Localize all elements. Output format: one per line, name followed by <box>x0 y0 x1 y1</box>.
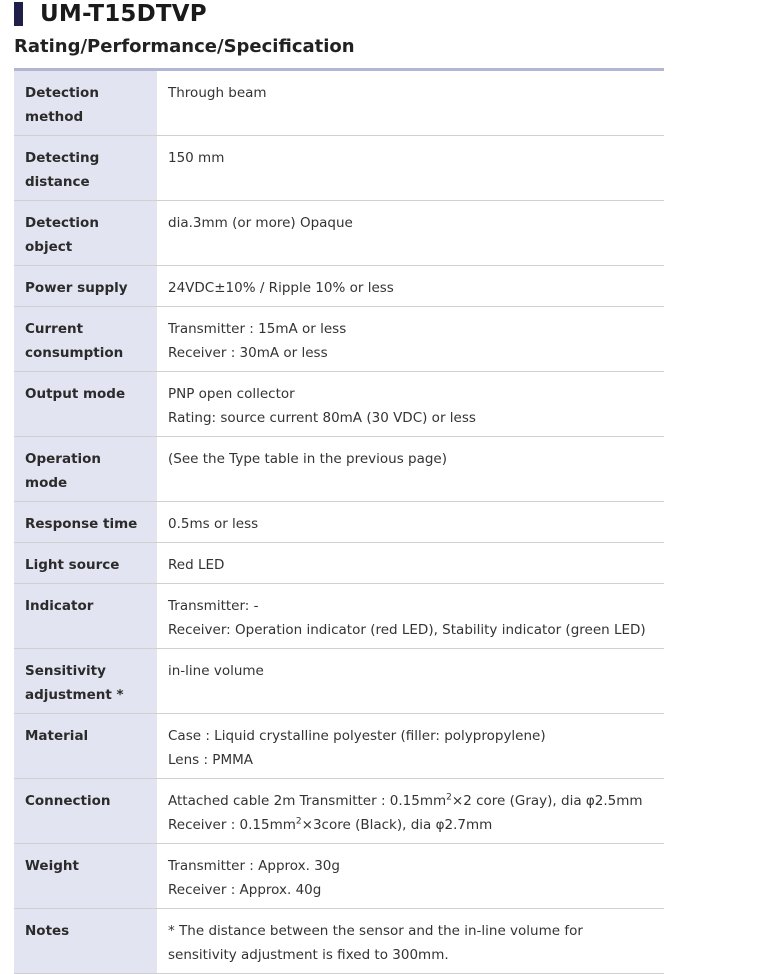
spec-label: Material <box>14 714 157 779</box>
spec-row <box>14 584 664 649</box>
spec-value <box>157 909 664 974</box>
spec-value-line: Through beam <box>168 85 267 101</box>
spec-label: Detection object <box>14 201 157 266</box>
spec-value <box>157 543 664 584</box>
spec-label: Power supply <box>14 266 157 307</box>
spec-label: Connection <box>14 779 157 844</box>
spec-value <box>157 779 664 844</box>
spec-value-line: Case : Liquid crystalline polyester (filler: polypropylene) <box>168 728 546 744</box>
spec-label: Output mode <box>14 372 157 437</box>
spec-row <box>14 649 664 714</box>
spec-value-line: Receiver : Approx. 40g <box>168 882 322 898</box>
spec-value <box>157 70 664 136</box>
spec-label: Response time <box>14 502 157 543</box>
spec-label: Detection method <box>14 70 157 136</box>
spec-label: Operation mode <box>14 437 157 502</box>
spec-value <box>157 649 664 714</box>
spec-label: Light source <box>14 543 157 584</box>
spec-label: Sensitivity adjustment * <box>14 649 157 714</box>
spec-value-line: Rating: source current 80mA (30 VDC) or less <box>168 410 476 426</box>
spec-value-line: Transmitter : 15mA or less <box>168 321 347 337</box>
page-heading <box>14 0 207 28</box>
spec-row <box>14 307 664 372</box>
spec-value-line: Receiver : 30mA or less <box>168 345 328 361</box>
spec-label: Notes <box>14 909 157 974</box>
spec-label: Detecting distance <box>14 136 157 201</box>
spec-value-line: Transmitter : Approx. 30g <box>168 858 340 874</box>
spec-value-line: Transmitter: - <box>168 598 259 614</box>
spec-value-line: dia.3mm (or more) Opaque <box>168 215 353 231</box>
spec-label: Weight <box>14 844 157 909</box>
spec-value <box>157 502 664 543</box>
spec-label: Current consumption <box>14 307 157 372</box>
spec-value <box>157 584 664 649</box>
spec-row <box>14 714 664 779</box>
spec-value-line: (See the Type table in the previous page) <box>168 451 448 467</box>
page-title: UM-T15DTVP <box>40 1 207 27</box>
title-accent-bar <box>14 2 23 26</box>
spec-row <box>14 201 664 266</box>
spec-value-line: Red LED <box>168 557 225 573</box>
spec-value <box>157 714 664 779</box>
spec-row <box>14 136 664 201</box>
spec-label: Indicator <box>14 584 157 649</box>
spec-row <box>14 779 664 844</box>
spec-table-body <box>14 70 664 974</box>
spec-value-line: Receiver: Operation indicator (red LED), Stability indicator (green LED) <box>168 622 646 638</box>
spec-value-line: PNP open collector <box>168 386 295 402</box>
spec-value <box>157 437 664 502</box>
spec-row <box>14 543 664 584</box>
spec-value-line: Receiver : $0.15mm^2\times 3core$ (Black), dia φ2.7mm <box>168 816 493 833</box>
spec-value <box>157 136 664 201</box>
spec-value-line: Attached cable 2m Transmitter : $0.15mm^2\times 2$ core (Gray), dia φ2.5mm <box>168 792 643 809</box>
spec-value <box>157 307 664 372</box>
section-title: Rating/Performance/Specification <box>14 36 355 57</box>
spec-row <box>14 844 664 909</box>
spec-row <box>14 372 664 437</box>
spec-value-line: 24VDC±10% / Ripple 10% or less <box>168 280 394 296</box>
spec-value-line: in-line volume <box>168 663 264 679</box>
spec-value <box>157 266 664 307</box>
spec-table <box>14 68 664 974</box>
spec-value-line: 150 mm <box>168 150 225 166</box>
spec-value <box>157 372 664 437</box>
spec-value-line: * The distance between the sensor and the in-line volume for sensitivity adjustment is fixed to 300mm. <box>168 923 583 963</box>
spec-row <box>14 70 664 136</box>
spec-row <box>14 266 664 307</box>
spec-value-line: Lens : PMMA <box>168 752 253 768</box>
spec-value <box>157 844 664 909</box>
spec-row <box>14 502 664 543</box>
spec-value <box>157 201 664 266</box>
spec-value-line: 0.5ms or less <box>168 516 259 532</box>
spec-row <box>14 437 664 502</box>
spec-row <box>14 909 664 974</box>
